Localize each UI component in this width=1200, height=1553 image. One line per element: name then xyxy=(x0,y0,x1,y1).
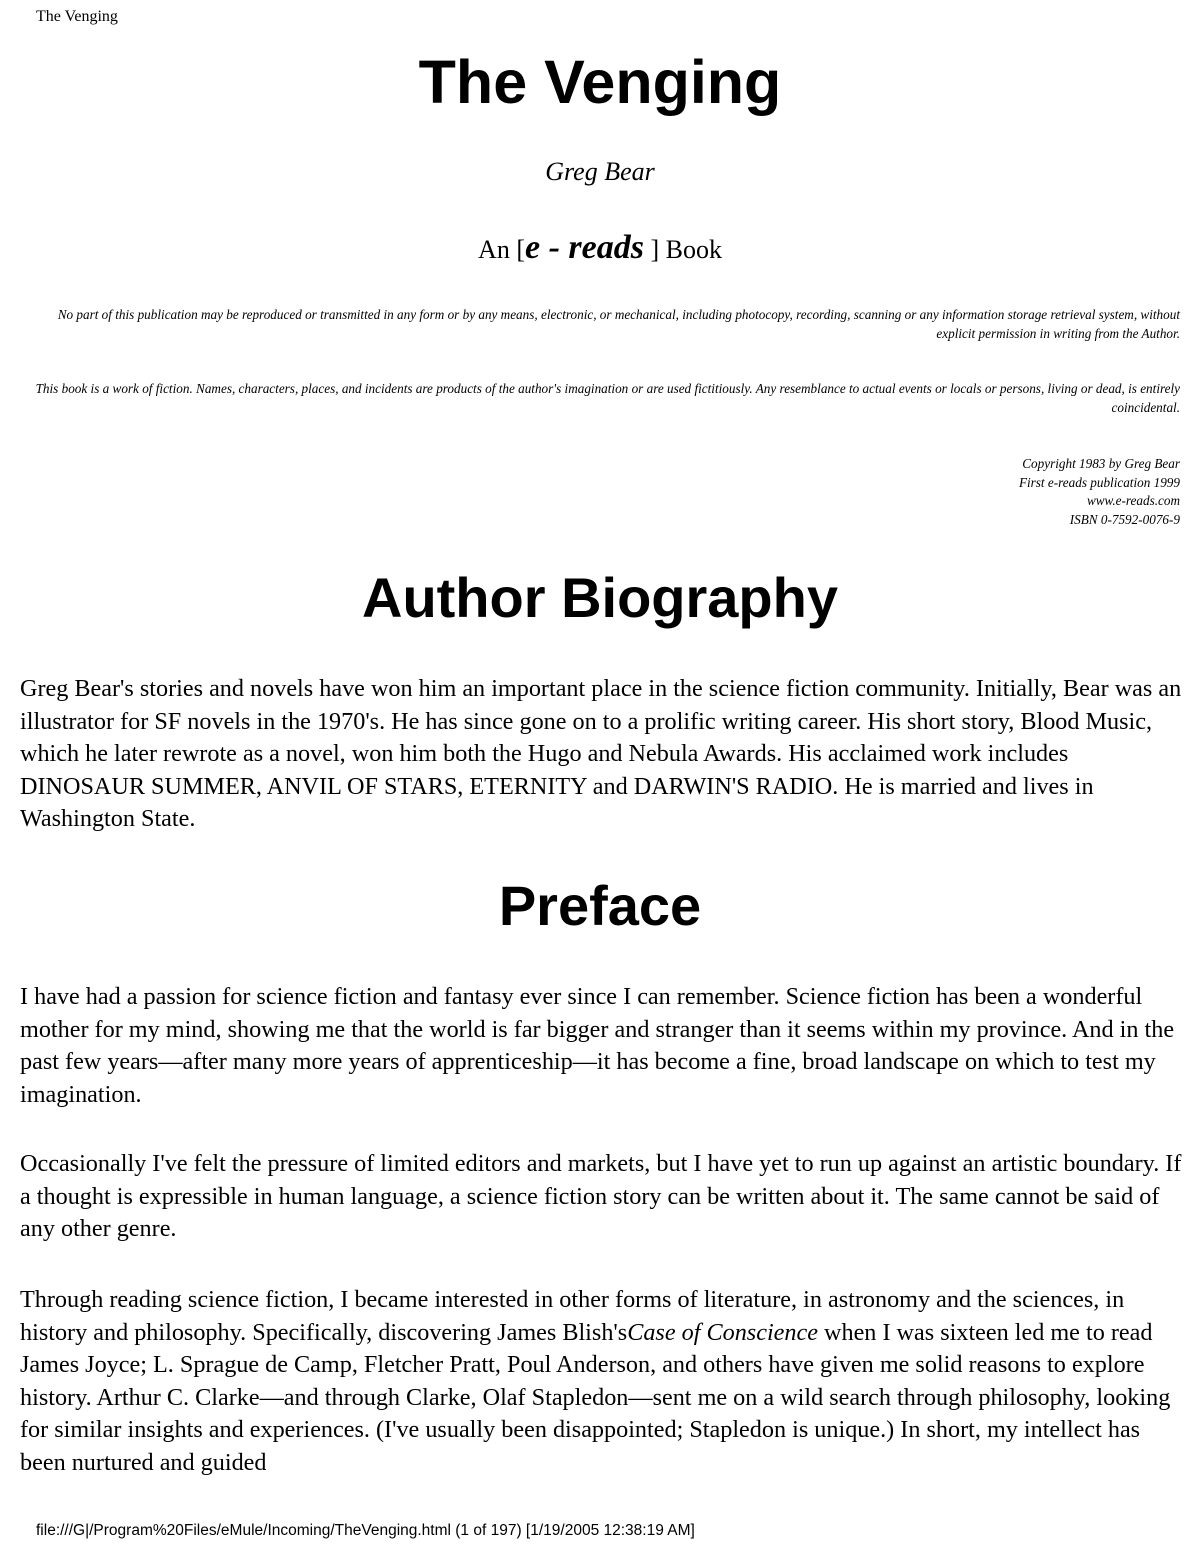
preface-paragraph-3 xyxy=(20,1284,1190,1480)
imprint-line xyxy=(0,228,1200,270)
preface-heading: Preface xyxy=(498,874,702,937)
isbn-line: ISBN 0-7592-0076-9 xyxy=(1069,511,1180,527)
ereads-brand: e - reads xyxy=(524,229,644,266)
preface-paragraph-2: Occasionally I've felt the pressure of limited editors and markets, but I have yet to run up against an artistic boundary. If a thought is expressible in human language, a science fiction story can be written about it. The same cannot be said of any other genre. xyxy=(20,1150,1182,1243)
biography-text: Greg Bear's stories and novels have won him an important place in the science fiction community. Initially, Bear was an illustrator for SF novels in the 1970's. He has since gone on to a prolific writing career. His short story, Blood Music, which he later rewrote as a novel, won him both the Hugo and Nebula Awards. His acclaimed work includes DINOSAUR SUMMER, ANVIL OF STARS, ETERNITY and DARWIN'S RADIO. He is married and lives in Washington State. xyxy=(20,675,1182,833)
imprint-prefix: An [ xyxy=(478,235,525,264)
book-title-case-of-conscience: Case of Conscience xyxy=(627,1318,818,1346)
copyright-block xyxy=(20,455,1180,529)
imprint-suffix: ] Book xyxy=(643,235,722,264)
preface-paragraph-1: I have had a passion for science fiction and fantasy ever since I can remember. Science fiction has been a wonderful mother for my mind, showing me that the world is far bigger and stranger than it seems within my province. And in the past few years—after many more years of apprenticeship—it has become a fine, broad landscape on which to test my imagination. xyxy=(20,983,1175,1108)
website-line: www.e-reads.com xyxy=(1086,493,1180,508)
file-path-footer: file:///G|/Program%20Files/eMule/Incoming/TheVenging.html (1 of 197) [1/19/2005 12:38:19 AM] xyxy=(36,1522,695,1539)
fiction-disclaimer: This book is a work of fiction. Names, characters, places, and incidents are products of the author's imagination or are used fictitiously. Any resemblance to actual events or locals or persons, living or dead, is entirely coincidental. xyxy=(35,381,1180,415)
book-title: The Venging xyxy=(418,48,782,116)
author-name: Greg Bear xyxy=(545,157,655,186)
copyright-line: Copyright 1983 by Greg Bear xyxy=(1022,456,1180,471)
biography-heading: Author Biography xyxy=(362,566,838,629)
preface-p3-text-before: Through reading science fiction, I became interested in other forms of literature, in astronomy and the sciences, in history and philosophy. Specifically, discovering James Blish's xyxy=(20,1286,1125,1346)
rights-notice: No part of this publication may be reproduced or transmitted in any form or by any means, electronic, or mechanical, including photocopy, recording, scanning or any information storage retrieval system, without explicit permission in writing from the Author. xyxy=(57,307,1180,341)
preface-p3-text-after: when I was sixteen led me to read James Joyce; L. Sprague de Camp, Fletcher Pratt, Poul Anderson, and others have given me solid reasons to explore history. Arthur C. Clarke—and through Clarke, Olaf Stapledon—sent me on a wild search through philosophy, looking for similar insights and experiences. (I've usually been disappointed; Stapledon is unique.) In short, my intellect has been nurtured and guided xyxy=(20,1318,1171,1476)
publication-line: First e-reads publication 1999 xyxy=(1018,474,1180,490)
page-header-title: The Venging xyxy=(36,8,118,25)
